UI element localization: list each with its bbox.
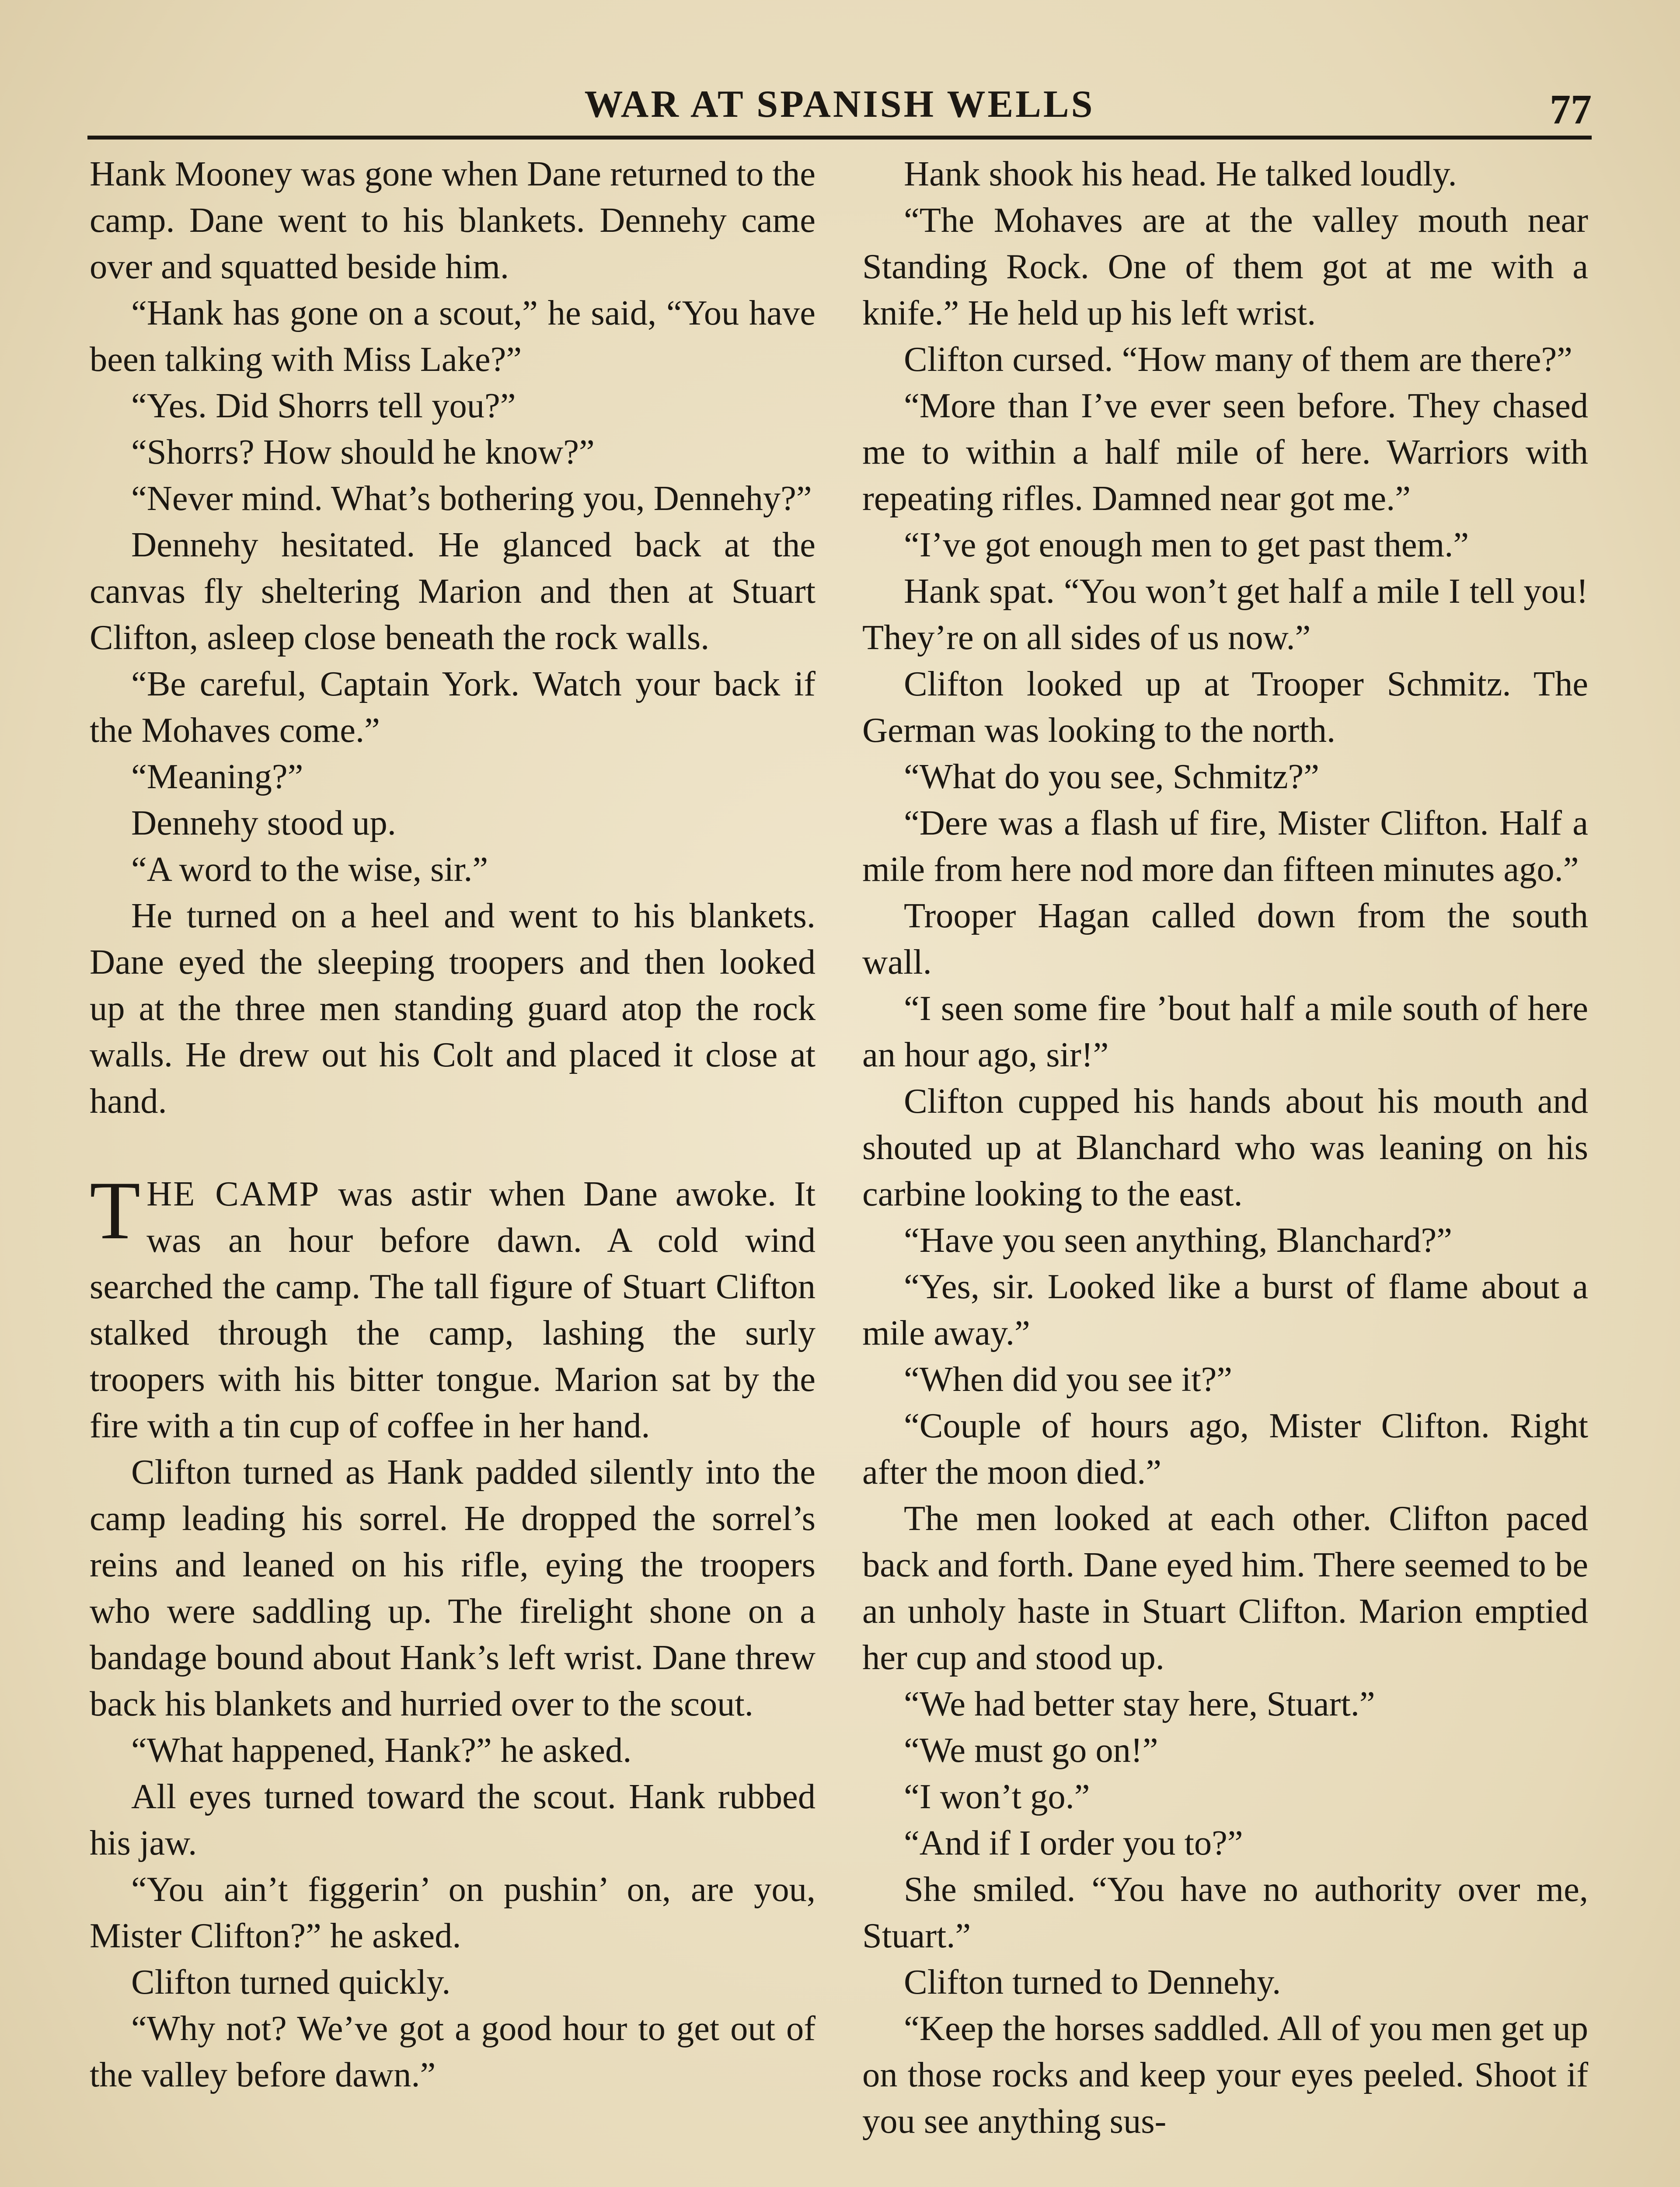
- paragraph: “The Mohaves are at the valley mouth near Standing Rock. One of them got at me with a knife.” He held up his left wrist.: [862, 201, 1588, 332]
- left-column: [90, 151, 816, 2098]
- paragraph: “Dere was a flash uf fire, Mister Clifton. Half a mile from here nod more dan fifteen minutes ago.”: [862, 804, 1588, 889]
- paragraph: Clifton looked up at Trooper Schmitz. The German was looking to the north.: [862, 664, 1588, 750]
- paragraph: Clifton cupped his hands about his mouth and shouted up at Blanchard who was leaning on his carbine looking to the east.: [862, 1082, 1588, 1213]
- paragraph: “We had better stay here, Stuart.”: [904, 1684, 1375, 1723]
- running-title: WAR AT SPANISH WELLS: [584, 83, 1095, 126]
- paragraph: She smiled. “You have no authority over me, Stuart.”: [862, 1870, 1588, 1955]
- paragraph: Hank shook his head. He talked loudly.: [904, 154, 1457, 193]
- paragraph: “We must go on!”: [904, 1731, 1158, 1770]
- paragraph: “And if I order you to?”: [904, 1824, 1243, 1862]
- section-opening-paragraph: [90, 1165, 816, 1449]
- paragraph: “What happened, Hank?” he asked.: [131, 1731, 632, 1770]
- paragraph: Trooper Hagan called down from the south wall.: [862, 896, 1588, 982]
- paragraph: “Why not? We’ve got a good hour to get out of the valley before dawn.”: [90, 2009, 816, 2094]
- paragraph: “Be careful, Captain York. Watch your back if the Mohaves come.”: [90, 664, 816, 750]
- page-number: 77: [1550, 86, 1592, 133]
- paragraph: “Couple of hours ago, Mister Clifton. Right after the moon died.”: [862, 1406, 1588, 1492]
- paragraph: Dennehy hesitated. He glanced back at the canvas fly sheltering Marion and then at Stuart Clifton, asleep close beneath the rock walls.: [90, 525, 816, 657]
- paragraph: “I’ve got enough men to get past them.”: [904, 525, 1469, 564]
- paragraph: “Yes, sir. Looked like a burst of flame about a mile away.”: [862, 1267, 1588, 1352]
- paragraph: “A word to the wise, sir.”: [131, 850, 488, 889]
- paragraph: “Have you seen anything, Blanchard?”: [904, 1221, 1452, 1260]
- paragraph: “When did you see it?”: [904, 1360, 1233, 1399]
- paragraph: “Never mind. What’s bothering you, Dennehy?”: [131, 479, 812, 518]
- paragraph: Dennehy stood up.: [131, 804, 396, 842]
- right-column: [862, 151, 1588, 2145]
- paragraph: Hank Mooney was gone when Dane returned to the camp. Dane went to his blankets. Dennehy came over and squatted beside him.: [90, 154, 816, 286]
- paragraph: “I seen some fire ’bout half a mile south of here an hour ago, sir!”: [862, 989, 1588, 1074]
- paragraph: “I won’t go.”: [904, 1777, 1090, 1816]
- section-smallcaps: HE CAMP: [146, 1174, 321, 1213]
- paragraph: Clifton turned quickly.: [131, 1963, 451, 2002]
- paragraph: All eyes turned toward the scout. Hank rubbed his jaw.: [90, 1777, 816, 1862]
- paragraph: “Meaning?”: [131, 757, 303, 796]
- paragraph: “You ain’t figgerin’ on pushin’ on, are you, Mister Clifton?” he asked.: [90, 1870, 816, 1955]
- page-header: [87, 79, 1592, 140]
- paragraph: “Shorrs? How should he know?”: [131, 433, 595, 472]
- drop-cap: T: [90, 1165, 141, 1257]
- paragraph: “More than I’ve ever seen before. They chased me to within a half mile of here. Warriors with repeating rifles. Damned near got me.”: [862, 386, 1588, 518]
- paragraph: Clifton turned to Dennehy.: [904, 1963, 1281, 2002]
- paragraph: The men looked at each other. Clifton paced back and forth. Dane eyed him. There seemed to be an unholy haste in Stuart Clifton. Marion emptied her cup and stood up.: [862, 1499, 1588, 1677]
- paragraph: “Yes. Did Shorrs tell you?”: [131, 386, 516, 425]
- paragraph: He turned on a heel and went to his blankets. Dane eyed the sleeping troopers and then looked up at the three men standing guard atop the rock walls. He drew out his Colt and placed it close at hand.: [90, 896, 816, 1121]
- paragraph: “Keep the horses saddled. All of you men get up on those rocks and keep your eyes peeled. Shoot if you see anything sus-: [862, 2009, 1588, 2141]
- section-opening-text: was astir when Dane awoke. It was an hour before dawn. A cold wind searched the camp. The tall figure of Stuart Clifton stalked through the camp, lashing the surly troopers with his bitter tongue. Marion sat by the fire with a tin cup of coffee in her hand.: [90, 1174, 816, 1445]
- paragraph: Hank spat. “You won’t get half a mile I tell you! They’re on all sides of us now.”: [862, 572, 1588, 657]
- paragraph: “What do you see, Schmitz?”: [904, 757, 1320, 796]
- paragraph: Clifton cursed. “How many of them are there?”: [904, 340, 1572, 379]
- paragraph: Clifton turned as Hank padded silently into the camp leading his sorrel. He dropped the sorrel’s reins and leaned on his rifle, eying the troopers who were saddling up. The firelight shone on a bandage bound about Hank’s left wrist. Dane threw back his blankets and hurried over to the scout.: [90, 1453, 816, 1723]
- paragraph: “Hank has gone on a scout,” he said, “You have been talking with Miss Lake?”: [90, 293, 816, 379]
